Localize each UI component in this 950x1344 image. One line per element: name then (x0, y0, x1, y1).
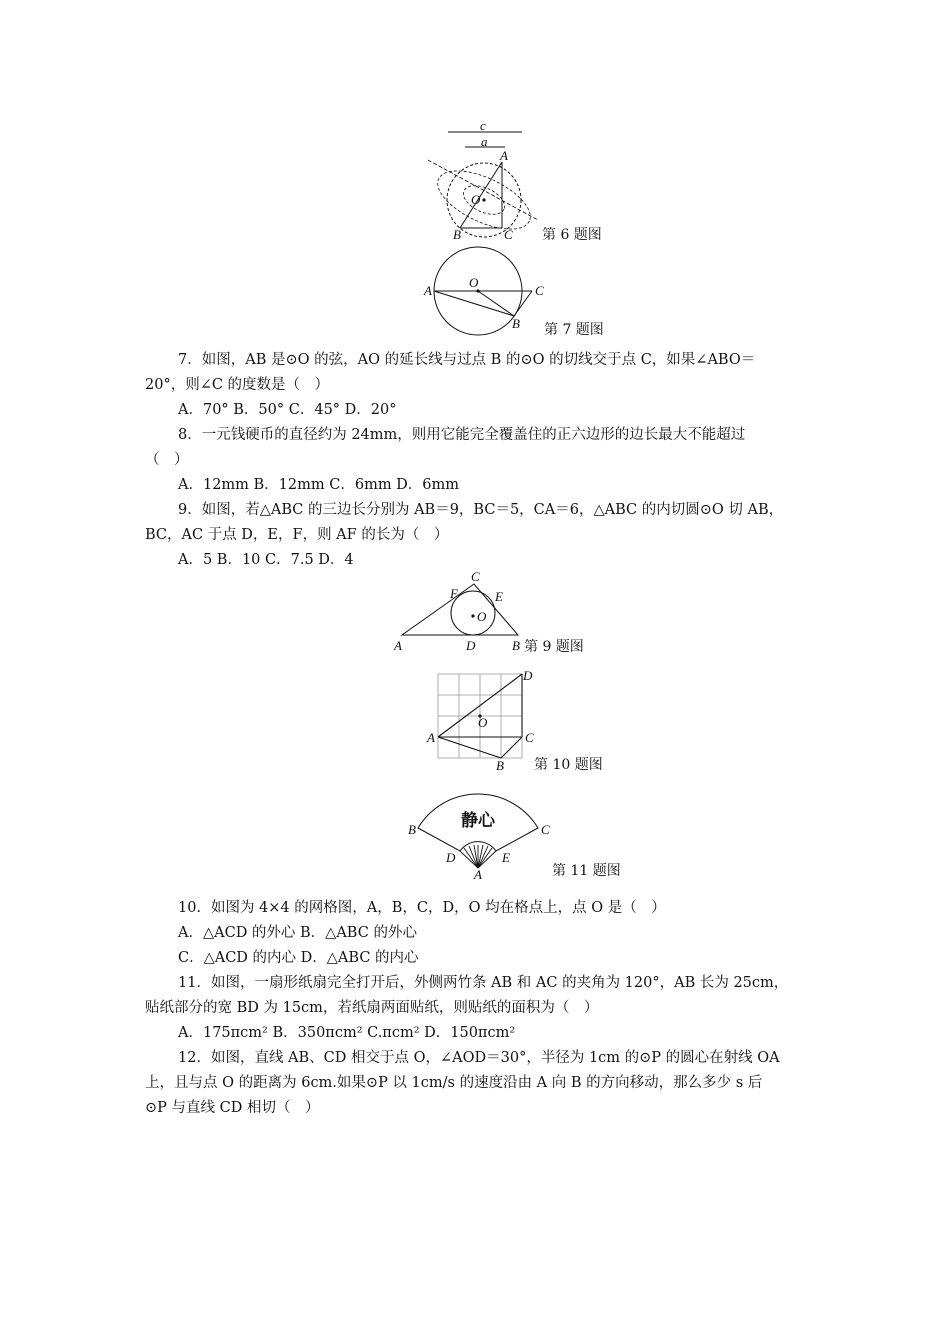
fig10-label-O: O (478, 715, 488, 730)
question-8 (145, 423, 810, 498)
question-7 (145, 348, 810, 423)
question-9-options: A．5 B．10 C．7.5 D．4 (178, 552, 354, 568)
question-11-stem-line-1: 11．如图，一扇形纸扇完全打开后，外侧两竹条 AB 和 AC 的夹角为 120°，AB 长为 25cm， (178, 975, 789, 991)
fig9-label-O: O (477, 609, 487, 624)
fig6-label-C: C (504, 227, 513, 242)
figure-11-caption: 第 11 题图 (552, 863, 621, 879)
fig11-label-B: B (408, 822, 416, 837)
figure-9-diagram (390, 568, 630, 660)
fig10-label-D: D (523, 668, 533, 683)
fig11-label-A: A (474, 867, 482, 882)
question-10 (145, 896, 810, 971)
question-7-options: A．70° B．50° C．45° D．20° (178, 402, 397, 418)
question-7-stem-line-2: 20°，则∠C 的度数是（ ） (145, 377, 330, 393)
question-10-options-cd: C．△ACD 的内心 D．△ABC 的内心 (178, 950, 419, 966)
question-8-stem-line-1: 8．一元钱硬币的直径约为 24mm，则用它能完全覆盖住的正六边形的边长最大不能超过 (178, 427, 746, 443)
fan-text: 静心 (461, 811, 495, 831)
question-12-stem-line-2: 上，且与点 O 的距离为 6cm.如果⊙P 以 1cm/s 的速度沿由 A 向 B 的方向移动，那么多少 s 后 (145, 1075, 763, 1091)
figure-9-caption: 第 9 题图 (524, 639, 584, 655)
question-10-options-ab: A．△ACD 的外心 B．△ABC 的外心 (178, 925, 417, 941)
question-8-stem-line-2: （ ） (145, 452, 189, 468)
fig7-label-B: B (512, 316, 520, 331)
question-9-stem-line-2: BC，AC 于点 D，E，F，则 AF 的长为（ ） (145, 527, 449, 543)
fig10-label-B: B (496, 758, 504, 773)
fig7-label-A: A (424, 283, 432, 298)
fig11-label-C: C (541, 822, 550, 837)
fig9-label-A: A (394, 638, 402, 653)
question-9-stem-line-1: 9．如图，若△ABC 的三边长分别为 AB＝9，BC＝5，CA＝6，△ABC 的内切圆⊙O 切 AB， (178, 502, 784, 518)
figure-7 (420, 245, 620, 345)
fig6-label-B: B (453, 227, 461, 242)
question-8-options: A．12mm B．12mm C．6mm D．6mm (178, 477, 460, 493)
question-11-stem-line-2: 贴纸部分的宽 BD 为 15cm，若纸扇两面贴纸，则贴纸的面积为（ ） (145, 1000, 599, 1016)
fig7-label-C: C (535, 283, 544, 298)
fig10-label-A: A (427, 730, 435, 745)
figure-7-caption: 第 7 题图 (544, 322, 604, 338)
question-10-stem: 10．如图为 4×4 的网格图，A，B，C，D，O 均在格点上，点 O 是（ ） (178, 900, 666, 916)
question-7-stem-line-1: 7．如图，AB 是⊙O 的弦，AO 的延长线与过点 B 的⊙O 的切线交于点 C，如果∠ABO＝ (178, 352, 756, 368)
fig11-label-D: D (446, 850, 456, 865)
question-9 (145, 498, 810, 573)
question-12-stem-line-1: 12．如图，直线 AB、CD 相交于点 O，∠AOD＝30°，半径为 1cm 的⊙P 的圆心在射线 OA (178, 1050, 780, 1066)
figure-11 (400, 792, 640, 882)
fig10-label-C: C (525, 730, 534, 745)
fig9-label-C: C (471, 569, 480, 584)
question-12-stem-line-3: ⊙P 与直线 CD 相切（ ） (145, 1100, 320, 1116)
figure-10-caption: 第 10 题图 (534, 757, 603, 773)
question-12 (145, 1046, 810, 1121)
fig11-label-E: E (502, 850, 510, 865)
fig6-label-a: a (481, 134, 488, 149)
fig9-label-F: F (450, 586, 458, 601)
figure-6 (420, 118, 620, 248)
fig9-label-E: E (495, 589, 503, 604)
fig9-label-D: D (466, 638, 476, 653)
fig7-label-O: O (469, 275, 479, 290)
fig6-label-A: A (500, 148, 508, 163)
figure-10 (420, 668, 620, 776)
figure-6-caption: 第 6 题图 (542, 227, 602, 243)
figure-9 (390, 568, 630, 660)
question-11 (145, 971, 810, 1046)
fig6-label-c: c (480, 118, 486, 133)
fig6-label-O: O (471, 192, 481, 207)
fig9-label-B: B (512, 638, 520, 653)
question-11-options: A．175πcm² B．350πcm² C.πcm² D．150πcm² (178, 1025, 516, 1041)
